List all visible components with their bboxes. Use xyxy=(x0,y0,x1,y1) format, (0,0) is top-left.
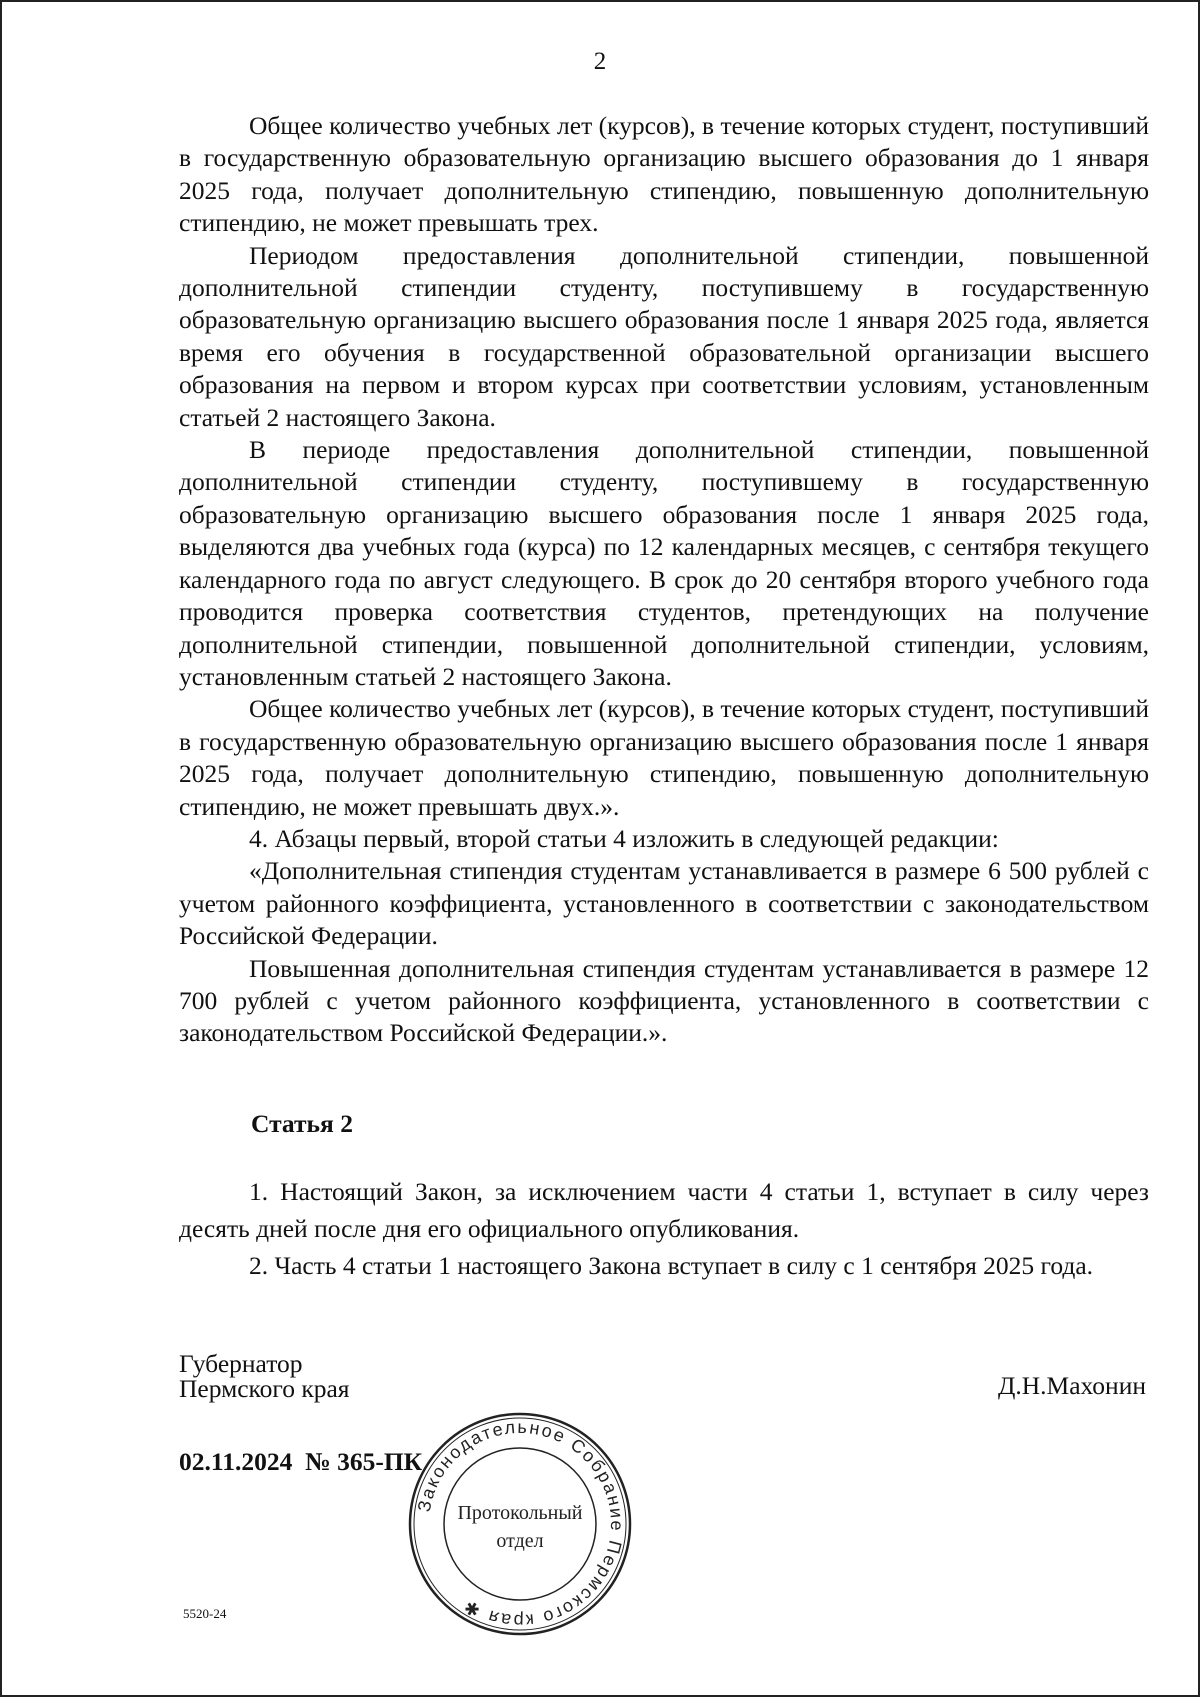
document-code: 5520-24 xyxy=(183,1606,227,1621)
article-item: 2. Часть 4 статьи 1 настоящего Закона вступает в силу с 1 сентября 2025 года. xyxy=(249,1251,1094,1280)
stamp-center-line: отдел xyxy=(496,1530,544,1552)
official-stamp xyxy=(405,1409,635,1639)
signatory-name: Д.Н.Махонин xyxy=(997,1371,1146,1400)
paragraph: Общее количество учебных лет (курсов), в течение которых студент, поступивший в государственную образовательную организацию высшего образования до 1 января 2025 года, получает дополнительную стипендию, повышенную дополнительную стипендию, не может превышать трех. xyxy=(179,111,1149,238)
paragraph: Периодом предоставления дополнительной стипендии, повышенной дополнительной стипендии студенту, поступившему в государственную образовательную организацию высшего образования после 1 января 2025 года, является время его обучения в государственной образовательной организации высшего образования на первом и втором курсах при соответствии условиям, установленным статьей 2 настоящего Закона. xyxy=(179,240,1149,432)
law-date-number: 02.11.2024 № 365-ПК xyxy=(179,1447,423,1476)
paragraph: В периоде предоставления дополнительной стипендии, повышенной дополнительной стипендии студенту, поступившему в государственную образовательную организацию высшего образования после 1 января 2025 года, выделяются два учебных года (курса) по 12 календарных месяцев, с сентября текущего календарного года по август следующего. В срок до 20 сентября второго учебного года проводится проверка соответствия студентов, претендующих на получение дополнительной стипендии, повышенной дополнительной стипендии, условиям, установленным статьей 2 настоящего Закона. xyxy=(179,435,1149,691)
amendment-item-4: 4. Абзацы первый, второй статьи 4 изложить в следующей редакции: xyxy=(249,823,999,853)
paragraph: «Дополнительная стипендия студентам устанавливается в размере 6 500 рублей с учетом районного коэффициента, установленного в соответствии с законодательством Российской Федерации. xyxy=(179,856,1149,951)
page-number: 2 xyxy=(593,48,607,75)
article-title: Статья 2 xyxy=(251,1109,353,1138)
stamp-center-line: Протокольный xyxy=(457,1502,583,1524)
paragraph: Общее количество учебных лет (курсов), в течение которых студент, поступивший в государственную образовательную организацию высшего образования после 1 января 2025 года, получает дополнительную стипендию, повышенную дополнительную стипендию, не может превышать двух.». xyxy=(179,694,1149,821)
stamp-outer-ring xyxy=(410,1414,630,1634)
article-item: 1. Настоящий Закон, за исключением части 4 статьи 1, вступает в силу через десять дней после дня его официального опубликования. xyxy=(179,1177,1149,1243)
signatory-position-line: Губернатор xyxy=(179,1349,303,1378)
body-text xyxy=(179,110,1149,1050)
paragraph: Повышенная дополнительная стипендия студентам устанавливается в размере 12 700 рублей с учетом районного коэффициента, установленного в соответствии с законодательством Российской Федерации.». xyxy=(179,953,1149,1048)
signatory-position xyxy=(179,1351,350,1401)
article-body xyxy=(179,1173,1149,1284)
stamp-text-ring xyxy=(444,1448,596,1600)
signatory-position-line: Пермского края xyxy=(179,1374,350,1403)
stamp-ring-text: Законодательное Собрание Пермского края ✱ xyxy=(413,1416,628,1632)
